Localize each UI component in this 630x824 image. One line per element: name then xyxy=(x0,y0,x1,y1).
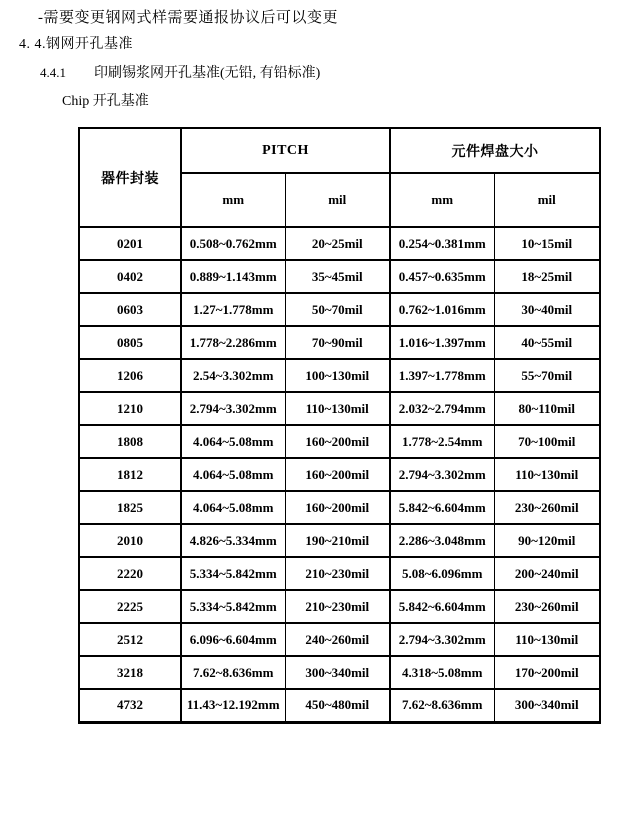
pitch-mil-cell: 160~200mil xyxy=(285,425,390,458)
pkg-cell: 0805 xyxy=(79,326,181,359)
pkg-cell: 1210 xyxy=(79,392,181,425)
pkg-cell: 0603 xyxy=(79,293,181,326)
pkg-cell: 1808 xyxy=(79,425,181,458)
pitch-mm-cell: 5.334~5.842mm xyxy=(181,557,285,590)
pitch-mil-cell: 70~90mil xyxy=(285,326,390,359)
pitch-mm-cell: 1.27~1.778mm xyxy=(181,293,285,326)
pad-mil-cell: 110~130mil xyxy=(494,458,600,491)
pitch-mm-cell: 5.334~5.842mm xyxy=(181,590,285,623)
table-row xyxy=(79,425,600,458)
subsection-title: 印刷锡浆网开孔基准(无铅, 有铅标准) xyxy=(94,66,321,81)
pitch-mil-cell: 100~130mil xyxy=(285,359,390,392)
pkg-cell: 4732 xyxy=(79,689,181,722)
table-row xyxy=(79,293,600,326)
pitch-mm-cell: 4.064~5.08mm xyxy=(181,491,285,524)
header-unit-pitch-mm: mm xyxy=(181,173,285,227)
table-caption: Chip 开孔基准 xyxy=(62,94,149,109)
pad-mil-cell: 230~260mil xyxy=(494,590,600,623)
pitch-mil-cell: 210~230mil xyxy=(285,590,390,623)
pitch-mm-cell: 0.508~0.762mm xyxy=(181,227,285,260)
header-package: 器件封装 xyxy=(79,128,181,227)
header-unit-pitch-mil: mil xyxy=(285,173,390,227)
pitch-mm-cell: 0.889~1.143mm xyxy=(181,260,285,293)
pkg-cell: 3218 xyxy=(79,656,181,689)
pkg-cell: 0201 xyxy=(79,227,181,260)
pitch-mil-cell: 50~70mil xyxy=(285,293,390,326)
pitch-mil-cell: 190~210mil xyxy=(285,524,390,557)
table-row xyxy=(79,227,600,260)
table-row xyxy=(79,689,600,722)
pad-mm-cell: 0.254~0.381mm xyxy=(390,227,494,260)
pitch-mil-cell: 240~260mil xyxy=(285,623,390,656)
chip-aperture-table xyxy=(78,127,601,724)
pad-mil-cell: 200~240mil xyxy=(494,557,600,590)
header-pitch: PITCH xyxy=(181,128,390,173)
table-row xyxy=(79,458,600,491)
pitch-mil-cell: 450~480mil xyxy=(285,689,390,722)
pad-mil-cell: 40~55mil xyxy=(494,326,600,359)
table-row xyxy=(79,656,600,689)
pad-mil-cell: 110~130mil xyxy=(494,623,600,656)
pkg-cell: 2010 xyxy=(79,524,181,557)
pad-mm-cell: 0.457~0.635mm xyxy=(390,260,494,293)
pkg-cell: 2220 xyxy=(79,557,181,590)
pad-mil-cell: 18~25mil xyxy=(494,260,600,293)
pitch-mm-cell: 2.794~3.302mm xyxy=(181,392,285,425)
pitch-mil-cell: 160~200mil xyxy=(285,491,390,524)
header-unit-pad-mm: mm xyxy=(390,173,494,227)
pad-mil-cell: 70~100mil xyxy=(494,425,600,458)
pitch-mil-cell: 110~130mil xyxy=(285,392,390,425)
pad-mm-cell: 7.62~8.636mm xyxy=(390,689,494,722)
pitch-mm-cell: 6.096~6.604mm xyxy=(181,623,285,656)
pkg-cell: 1825 xyxy=(79,491,181,524)
header-unit-pad-mil: mil xyxy=(494,173,600,227)
subsection-number: 4.4.1 xyxy=(40,65,66,80)
pad-mil-cell: 30~40mil xyxy=(494,293,600,326)
pad-mm-cell: 1.397~1.778mm xyxy=(390,359,494,392)
pad-mm-cell: 1.016~1.397mm xyxy=(390,326,494,359)
header-pad-size: 元件焊盘大小 xyxy=(390,128,600,173)
pad-mm-cell: 2.032~2.794mm xyxy=(390,392,494,425)
pitch-mm-cell: 4.826~5.334mm xyxy=(181,524,285,557)
pad-mm-cell: 5.842~6.604mm xyxy=(390,491,494,524)
pitch-mm-cell: 7.62~8.636mm xyxy=(181,656,285,689)
pad-mil-cell: 300~340mil xyxy=(494,689,600,722)
table-row xyxy=(79,491,600,524)
pkg-cell: 0402 xyxy=(79,260,181,293)
note-line: -需要变更钢网式样需要通报协议后可以变更 xyxy=(38,10,338,26)
pitch-mm-cell: 4.064~5.08mm xyxy=(181,458,285,491)
subsection-heading xyxy=(40,62,320,82)
pad-mil-cell: 170~200mil xyxy=(494,656,600,689)
pitch-mil-cell: 160~200mil xyxy=(285,458,390,491)
pad-mil-cell: 230~260mil xyxy=(494,491,600,524)
table-row xyxy=(79,260,600,293)
pitch-mil-cell: 20~25mil xyxy=(285,227,390,260)
table-row xyxy=(79,590,600,623)
pad-mil-cell: 55~70mil xyxy=(494,359,600,392)
table-row xyxy=(79,359,600,392)
pad-mil-cell: 10~15mil xyxy=(494,227,600,260)
pkg-cell: 1812 xyxy=(79,458,181,491)
pitch-mil-cell: 210~230mil xyxy=(285,557,390,590)
pkg-cell: 2225 xyxy=(79,590,181,623)
pad-mm-cell: 2.286~3.048mm xyxy=(390,524,494,557)
pitch-mm-cell: 11.43~12.192mm xyxy=(181,689,285,722)
pad-mm-cell: 1.778~2.54mm xyxy=(390,425,494,458)
table-row xyxy=(79,392,600,425)
pad-mm-cell: 2.794~3.302mm xyxy=(390,458,494,491)
pitch-mil-cell: 35~45mil xyxy=(285,260,390,293)
table-header-row-1 xyxy=(79,128,600,173)
pitch-mil-cell: 300~340mil xyxy=(285,656,390,689)
pad-mil-cell: 80~110mil xyxy=(494,392,600,425)
table-row xyxy=(79,524,600,557)
section-heading: 4. 4.钢网开孔基准 xyxy=(19,37,133,52)
pitch-mm-cell: 2.54~3.302mm xyxy=(181,359,285,392)
pad-mm-cell: 4.318~5.08mm xyxy=(390,656,494,689)
table-row xyxy=(79,326,600,359)
pkg-cell: 2512 xyxy=(79,623,181,656)
pad-mm-cell: 5.842~6.604mm xyxy=(390,590,494,623)
table-row xyxy=(79,623,600,656)
pad-mil-cell: 90~120mil xyxy=(494,524,600,557)
pkg-cell: 1206 xyxy=(79,359,181,392)
pitch-mm-cell: 4.064~5.08mm xyxy=(181,425,285,458)
pitch-mm-cell: 1.778~2.286mm xyxy=(181,326,285,359)
pad-mm-cell: 0.762~1.016mm xyxy=(390,293,494,326)
pad-mm-cell: 5.08~6.096mm xyxy=(390,557,494,590)
pad-mm-cell: 2.794~3.302mm xyxy=(390,623,494,656)
table-row xyxy=(79,557,600,590)
